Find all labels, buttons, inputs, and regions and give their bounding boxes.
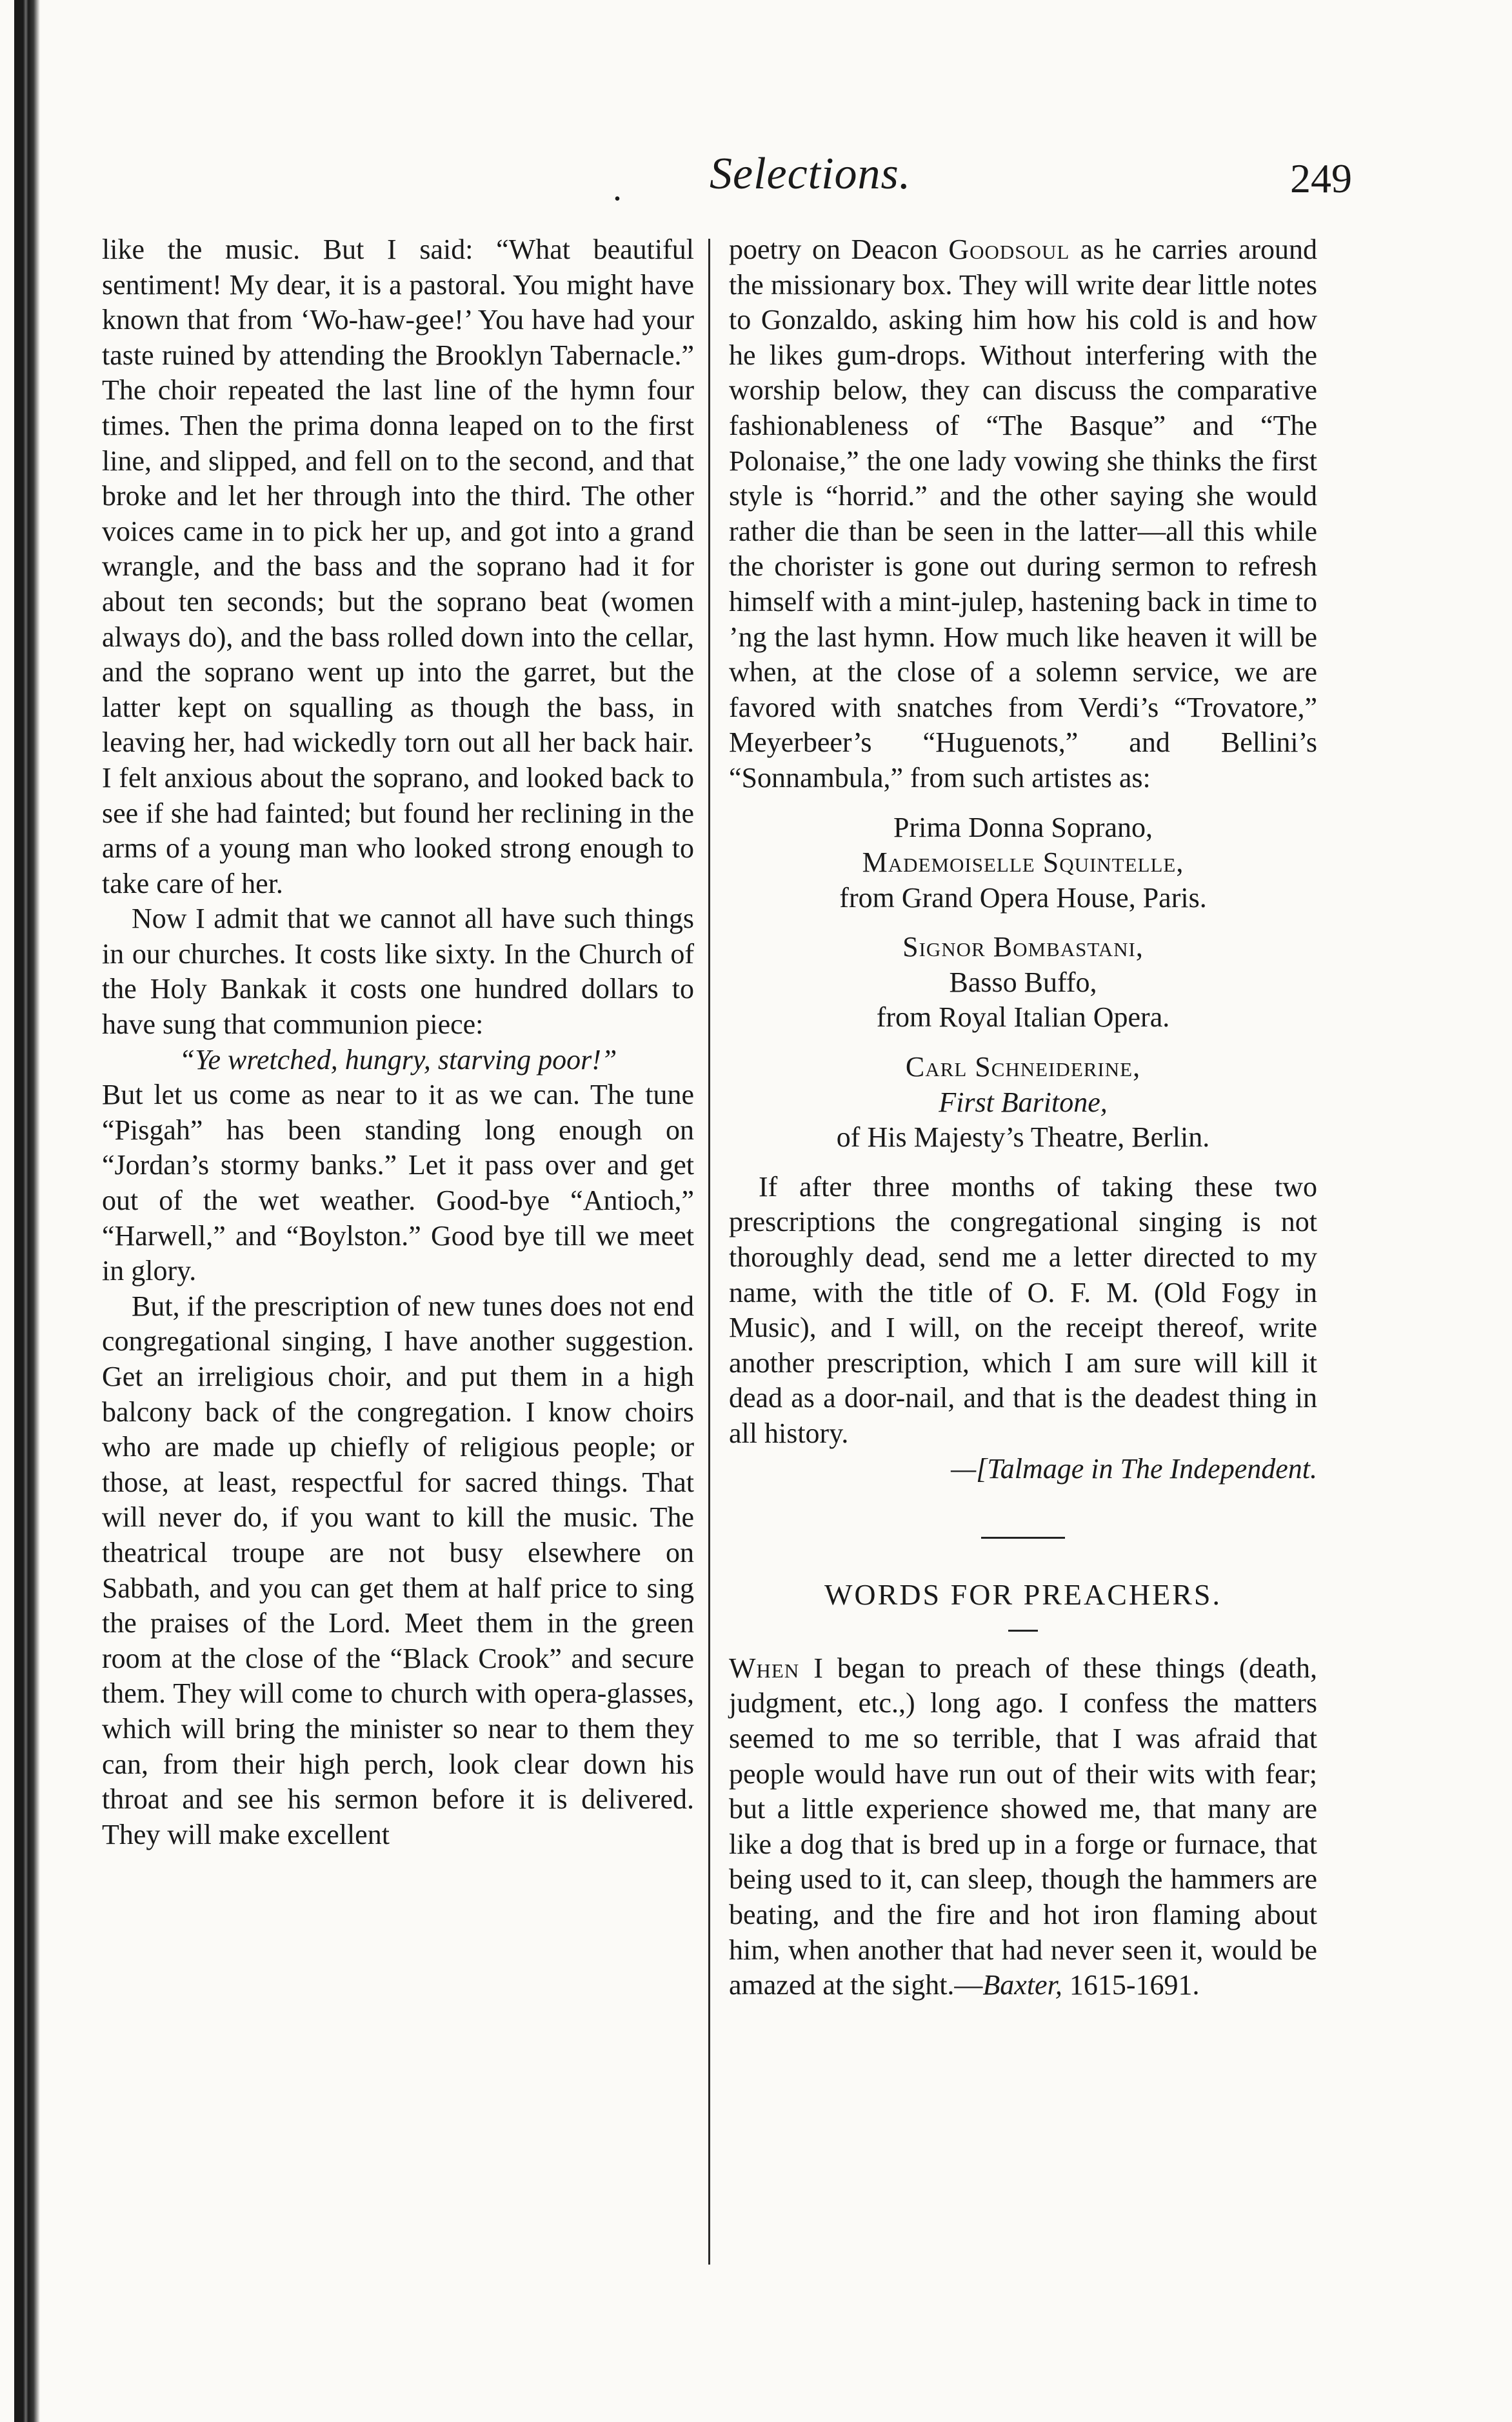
artist-role: First Baritone,: [939, 1086, 1108, 1118]
artist-venue: from Royal Italian Opera.: [876, 1001, 1170, 1034]
paragraph-costs: Now I admit that we cannot all have such things in our churches. It costs like sixty. In the Church of the Holy Bankak it costs one hundred dollars to have sung that communion piece:: [102, 903, 694, 1041]
artist-entry-1: [729, 810, 1317, 916]
artist-role: Basso Buffo,: [949, 966, 1097, 998]
paragraph-preaching: [729, 1651, 1317, 2003]
artist-venue: from Grand Opera House, Paris.: [839, 881, 1207, 914]
paragraph-poetry-start: poetry on Deacon: [729, 234, 949, 265]
page-number: 249: [1290, 155, 1352, 201]
artist-name: Mademoiselle Squintelle,: [862, 846, 1184, 879]
section-title: WORDS FOR PREACHERS.: [824, 1578, 1222, 1612]
paragraph-irreligious-choir: But, if the prescription of new tunes does not end congregational singing, I have another suggestion. Get an irreligious choir, and put them in a high balcony back of the congregation. I know choirs who are made up chiefly of religious people; or those, at least, respectful for sacred things. That will never do, if you want to kill the music. The theatrical troupe are not busy elsewhere on Sabbath, and you can get them at half price to sing the praises of the Lord. Meet them in the green room at the close of the “Black Crook” and secure them. They will come to church with opera-glasses, which will bring the minister so near to them they can, from their high perch, look clear down his throat and see his sermon before it is delivered. They will make excellent: [102, 1290, 694, 1850]
artist-name: Signor Bombastani,: [902, 931, 1144, 963]
left-column: [102, 232, 694, 1852]
paragraph-poetry: [729, 232, 1317, 796]
page-header: [90, 129, 1352, 208]
right-column: [729, 232, 1317, 2003]
book-binding-edge: [14, 0, 40, 2422]
hymn-quote: “Ye wretched, hungry, starving poor!”: [179, 1043, 617, 1076]
author-name: Baxter,: [982, 1969, 1062, 2001]
artist-entry-2: [729, 930, 1317, 1036]
deacon-name: Goodsoul: [948, 234, 1070, 265]
paragraph-choir-story: like the music. But I said: “What beautiful sentiment! My dear, it is a pastoral. You might have known that from ‘Wo-haw-gee!’ You have had your taste ruined by attending the Brooklyn Tabernacle.” The choir repeated the last line of the hymn four times. Then the prima donna leaped on to the first line, and slipped, and fell on to the second, and that broke and let her through into the third. The other voices came in to pick her up, and got into a grand wrangle, and the bass and the soprano had it for about ten seconds; but the soprano beat (women always do), and the bass rolled down into the cellar, and the soprano went up into the garret, but the latter kept on squalling as though the bass, in leaving her, had wickedly torn out all her back hair. I felt anxious about the soprano, and looked back to see if she had fainted; but found her reclining in the arms of a young man who looked strong enough to take care of her.: [102, 234, 694, 899]
artist-venue: of His Majesty’s Theatre, Berlin.: [836, 1121, 1210, 1154]
section-divider: [981, 1537, 1065, 1539]
paragraph-poetry-rest: as he carries around the missionary box. They will write dear little notes to Gonzaldo, asking him how his cold is and how he likes gum-drops. Without interfering with the worship below, they can discuss the comparative fashionableness of “The Basque” and “The Polonaise,” the one lady vowing she thinks the first style is “horrid.” and the other saying she would rather die than be seen in the latter—all this while the chorister is gone out during sermon to refresh himself with a mint-julep, hastening back in time to ’ng the last hymn. How much like heaven it will be when, at the close of a solemn service, we are favored with snatches from Verdi’s “Trovatore,” Meyerbeer’s “Huguenots,” and Bellini’s “Sonnambula,” from such artistes as:: [729, 234, 1317, 794]
drop-word: When: [729, 1652, 800, 1684]
paragraph-preaching-body: I began to preach of these things (death, judgment, etc.,) long ago. I confess the matters seemed to me so terrible, that I was afraid that people would have run out of their wits with fear; but a little experience showed me, that many are like a dog that is bred up in a forge or furnace, that being used to it, can sleep, though the hammers are beating, and the fire and hot iron flaming about him, when another that had never seen it, would be amazed at the sight.—: [729, 1652, 1317, 2001]
running-title: Selections.: [710, 149, 911, 199]
paragraph-tunes: But let us come as near to it as we can. The tune “Pisgah” has been standing long enough on “Jordan’s stormy banks.” Let it pass over and get out of the wet weather. Good-bye “Antioch,” “Harwell,” and “Boylston.” Good bye till we meet in glory.: [102, 1079, 694, 1287]
attribution: —[Talmage in The Independent.: [951, 1452, 1317, 1485]
column-divider: [708, 239, 710, 2265]
header-dot: .: [613, 168, 622, 208]
title-divider: [1008, 1630, 1038, 1632]
artist-entry-3: [729, 1050, 1317, 1156]
paragraph-prescriptions: If after three months of taking these two prescriptions the congregational singing is not thoroughly dead, send me a letter directed to my name, with the title of O. F. M. (Old Fogy in Music), and I will, on the receipt thereof, write another prescription, which I am sure will kill it dead as a door-nail, and that is the deadest thing in all history.: [729, 1170, 1317, 1449]
artist-role: Prima Donna Soprano,: [893, 811, 1153, 843]
artist-name: Carl Schneiderine,: [905, 1051, 1141, 1083]
author-dates: 1615-1691.: [1062, 1969, 1200, 2001]
